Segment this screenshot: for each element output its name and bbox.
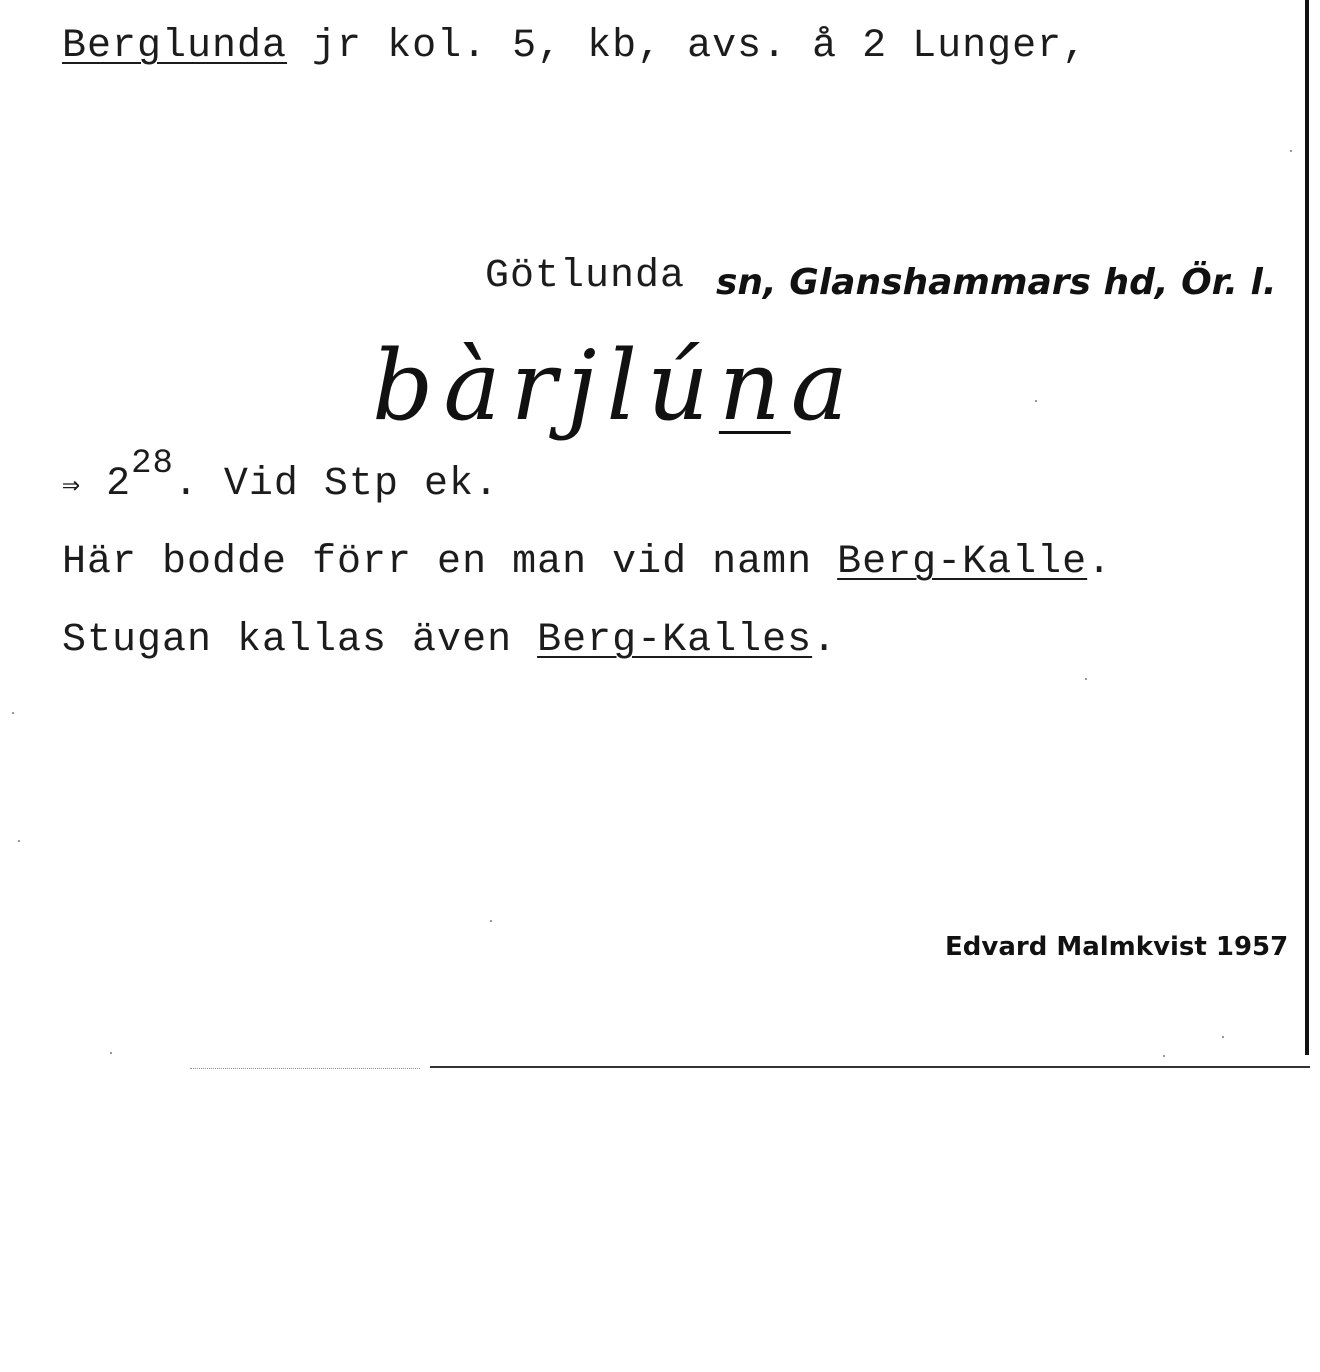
handwritten-pronunciation	[372, 330, 858, 442]
reference-line	[62, 445, 499, 507]
parish-typed: Götlunda	[485, 254, 686, 299]
map-symbol: ⇒	[62, 470, 82, 504]
name-berg-kalles: Berg-Kalles	[537, 618, 813, 663]
map-superscript: 28	[131, 445, 174, 483]
note-line-2-text: Stugan kallas även	[62, 618, 538, 663]
note-line-1-text: Här bodde förr en man vid namn	[62, 540, 838, 585]
card-right-edge	[1305, 0, 1309, 1055]
note-line-1	[62, 540, 1112, 585]
heading-details: jr kol. 5, kb, avs. å 2 Lunger,	[287, 24, 1088, 69]
name-berg-kalle: Berg-Kalle	[837, 540, 1088, 585]
note-line-2	[62, 618, 837, 663]
card-bottom-edge	[430, 1066, 1310, 1068]
district-stamp: sn, Glanshammars hd, Ör. l.	[716, 262, 1277, 303]
note-line-1-end: .	[1087, 540, 1113, 585]
pronunciation-part-2: a	[790, 330, 858, 442]
reference-text: . Vid Stp ek.	[173, 462, 499, 507]
signature: Edvard Malmkvist 1957	[945, 932, 1289, 962]
pronunciation-part-1: bàrjlú	[372, 330, 719, 442]
heading-line	[62, 24, 1087, 69]
map-number: 2	[106, 462, 132, 507]
card-bottom-edge-faint	[190, 1068, 420, 1069]
pronunciation-underlined: n	[718, 330, 791, 442]
place-name: Berglunda	[62, 24, 288, 69]
note-line-2-end: .	[812, 618, 838, 663]
